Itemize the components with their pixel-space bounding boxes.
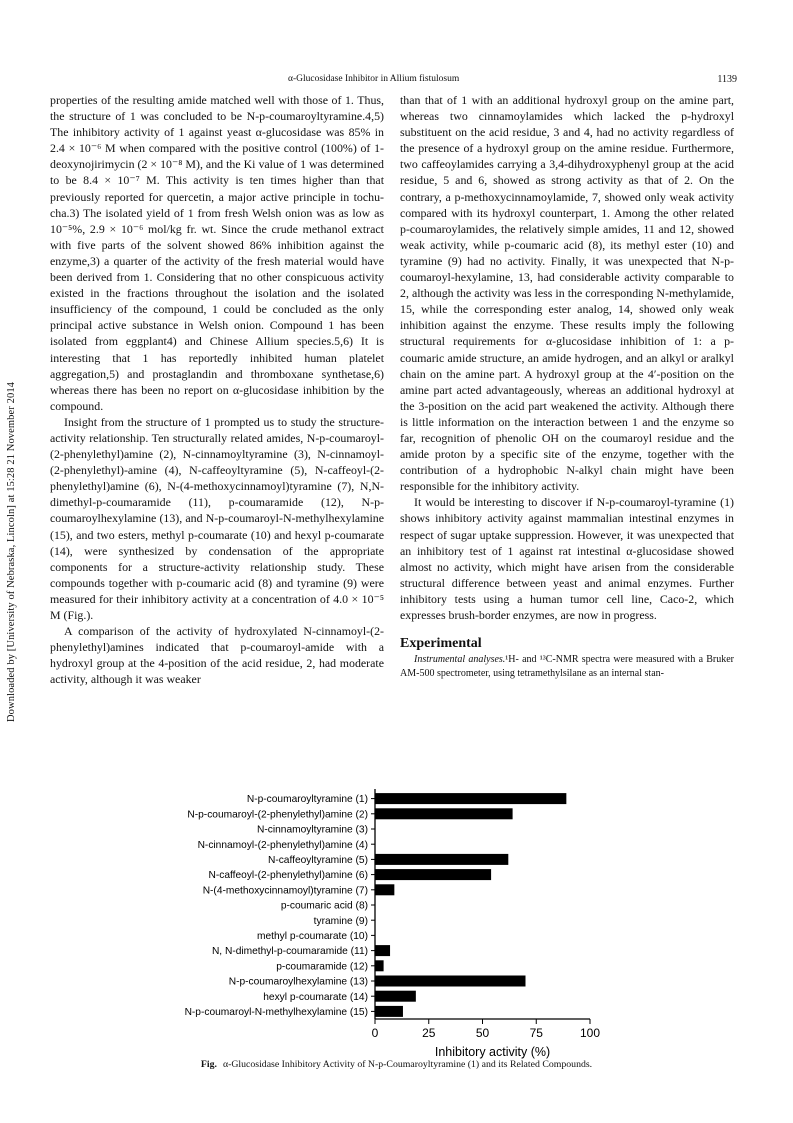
data-bar (375, 808, 513, 819)
data-bar (375, 793, 566, 804)
download-watermark: Downloaded by [University of Nebraska, Lincoln] at 15:28 21 November 2014 (6, 381, 17, 722)
left-paragraph-1: properties of the resulting amide matched well with those of 1. Thus, the structure of 1 was concluded to be N-p-coumaroyltyramine.4,5) The inhibitory activity of 1 against yeast α-glucosidase was 85% in 2.4 × 10⁻⁶ M when compared with the positive control (100%) of 1-deoxynojirimycin (2 × 10⁻⁸ M), and the Ki value of 1 was determined to be 8.4 × 10⁻⁷ M. This activity is ten times higher than that previously reported for quercetin, a major active principle in tochu-cha.3) The isolated yield of 1 from fresh Welsh onion was as low as 10⁻⁵%, 2.9 × 10⁻⁶ mol/kg fr. wt. Since the crude methanol extract with five parts of the solvent showed 86% inhibition against the enzyme,3) a quarter of the activity of the fresh material would have been derived from 1. Considering that no other conspicuous activity existed in the fractions throughout the isolation and the isolated insufficiency of the compound, 1 could be concluded as the only principal active substance in Welsh onion. Compound 1 has been isolated from eggplant4) and Chinese Allium species.5,6) It is interesting that 1 has reportedly inhibited human platelet aggregation,5) and prostaglandin and thromboxane synthetase,6) whereas there has been no report on α-glucosidase inhibition by the compound. (50, 93, 384, 413)
category-label: N-p-coumaroyl-N-methylhexylamine (15) (184, 1007, 368, 1018)
caption-text: α-Glucosidase Inhibitory Activity of N-p-Coumaroyltyramine (1) and its Related Compounds. (222, 1059, 593, 1070)
x-tick-label: 75 (529, 1026, 543, 1040)
page-number: 1139 (717, 74, 737, 85)
category-label: N-caffeoyltyramine (5) (267, 855, 368, 866)
category-label: N-cinnamoyltyramine (3) (257, 824, 368, 836)
category-label: N-p-coumaroyl-(2-phenylethyl)amine (2) (187, 809, 368, 821)
data-bar (375, 991, 416, 1002)
left-paragraph-3: A comparison of the activity of hydroxylated N-cinnamoyl-(2-phenylethyl)amines indicated that p-coumaroyl-amide with a hydroxyl group at the 4-position of the acid residue, 2, had moderate activity, although it was weaker (50, 624, 384, 687)
left-column (50, 92, 384, 687)
right-paragraph-2: It would be interesting to discover if N-p-coumaroyl-tyramine (1) shows inhibitory activity against mammalian intestinal enzymes in respect of sugar uptake suppression. However, it was unexpected that an inhibitory test of 1 against rat intestinal α-glucosidase showed almost no activity, which might have arisen from the considerable structural difference between yeast and animal enzymes. Further inhibitory tests using a human tumor cell line, Caco-2, which expresses brush-border enzymes, are now in progress. (400, 495, 734, 622)
x-tick-label: 25 (422, 1026, 436, 1040)
experimental-text: ¹H- and ¹³C-NMR spectra were measured with a Bruker AM-500 spectrometer, using tetramethylsilane as an internal stan- (400, 654, 735, 679)
caption-label: Fig. (200, 1059, 217, 1070)
right-paragraph-1: than that of 1 with an additional hydroxyl group on the amine part, whereas two cinnamoylamides which lacked the p-hydroxyl substituent on the acid residue, 3 and 4, had no activity regardless of the presence of a hydroxyl group on the amine residue. Furthermore, two caffeoylamides carrying a 3,4-dihydroxyphenyl group at the acid residue, 5 and 6, showed as strong activity as that of 2. On the contrary, a p-methoxycinnamoylamide, 7, showed only weak activity compared with its hydroxyl counterpart, 1. Among the other related p-coumaroylamides, the relatively simple amides, 11 and 12, showed weak activity, while p-coumaric acid (8), its methyl ester (10) and tyramine (9) had no activity. Finally, it was unexpected that N-p-coumaroyl-hexylamine, 13, had considerable activity comparable to 2, although the activity was less in the corresponding N-methylamide, 15, while the corresponding ester analog, 14, showed only weak inhibition against the enzyme. These results imply the following structural requirements for α-glucosidase inhibition of 1: a p-coumaric amide structure, an amide hydrogen, and an alkyl or aralkyl chain on the amine part. A hydroxyl group at the 4′-position on the amine part acted advantageously, whereas an additional hydroxyl at the 3-position on the acid part weakened the activity. Although there is little information on the interaction between 1 and the enzyme so far, recognition of phenolic OH on the coumaroyl residue and the amide proton by a specific site of the enzyme, together with the contribution of a hydrophobic N-alkyl chain might have been responsible for the inhibitory activity. (400, 93, 734, 494)
inhibitory-activity-figure (0, 779, 793, 1069)
left-paragraph-2: Insight from the structure of 1 prompted us to study the structure-activity relationship. Ten structurally related amides, N-p-coumaroyl-(2-phenylethyl)amine (2), N-cinnamoyltyramine (3), N-cinnamoyl-(2-phenylethyl)-amine (4), N-caffeoyltyramine (5), N-caffeoyl-(2-phenylethyl)amine (6), N-(4-methoxycinnamoyl)tyramine (7), N,N-dimethyl-p-coumaramide (11), p-coumaramide (12), N-p-coumaroylhexylamine (13), and N-p-coumaroyl-N-methylhexylamine (15), and two esters, methyl p-coumarate (10) and hexyl p-coumarate (14), were synthesized by condensation of the appropriate components for a structure-activity relationship study. These compounds together with p-coumaric acid (8) and tyramine (9) were measured for their inhibitory activity at a concentration of 4.0 × 10⁻⁵ M (Fig.). (50, 414, 384, 622)
inhibitory-activity-chart (0, 779, 793, 1069)
experimental-lead: Instrumental analyses. (414, 654, 506, 666)
category-label: p-coumaramide (12) (276, 961, 368, 973)
category-label: N-caffeoyl-(2-phenylethyl)amine (6) (208, 870, 368, 882)
category-label: N, N-dimethyl-p-coumaramide (11) (211, 946, 368, 958)
x-tick-label: 50 (475, 1026, 490, 1040)
category-label: N-cinnamoyl-(2-phenylethyl)amine (4) (197, 839, 368, 851)
data-bar (375, 884, 394, 895)
x-axis-title: Inhibitory activity (%) (434, 1045, 551, 1059)
category-label: N-p-coumaroylhexylamine (13) (228, 976, 368, 988)
data-bar (375, 960, 384, 971)
category-label: p-coumaric acid (8) (280, 900, 368, 912)
data-bar (375, 976, 526, 987)
category-label: N-(4-methoxycinnamoyl)tyramine (7) (202, 885, 368, 897)
experimental-heading: Experimental (400, 636, 482, 652)
category-label: tyramine (9) (313, 915, 368, 927)
data-bar (375, 869, 491, 880)
data-bar (375, 854, 508, 865)
running-header (0, 74, 793, 90)
right-column (400, 92, 734, 680)
category-label: hexyl p-coumarate (14) (263, 991, 368, 1003)
data-bar (375, 945, 390, 956)
x-tick-label: 100 (579, 1026, 601, 1040)
running-title: α-Glucosidase Inhibitor in Allium fistulosum (288, 74, 460, 84)
data-bar (375, 1006, 403, 1017)
category-label: N-p-coumaroyltyramine (1) (246, 794, 368, 806)
category-label: methyl p-coumarate (10) (257, 931, 368, 942)
experimental-paragraph (400, 653, 734, 680)
figure-caption (0, 1059, 793, 1070)
x-tick-label: 0 (371, 1026, 379, 1040)
